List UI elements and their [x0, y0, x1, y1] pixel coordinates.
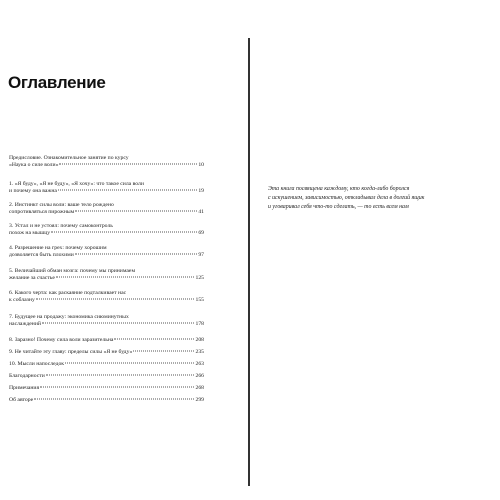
toc-entry-line [9, 397, 204, 404]
toc-entry-text: Об авторе [9, 397, 34, 403]
toc-entry-line [9, 373, 204, 380]
toc-entry [9, 385, 204, 392]
toc-entry-text: Благодарности [9, 373, 45, 379]
toc-page-number: 10 [198, 162, 204, 169]
toc-page-number: 235 [195, 349, 204, 355]
toc-entry-text: 2. Инстинкт силы воли: ваше тело рождено [9, 202, 114, 208]
toc-entry-text: дозволяется быть плохими [9, 252, 74, 259]
dedication-epigraph [268, 185, 490, 213]
toc-leader-dots [36, 299, 195, 300]
toc-entry-line [9, 181, 204, 188]
toc-entry-text: желание за счастье [9, 275, 55, 282]
toc-leader-dots [65, 363, 194, 364]
toc-entry [9, 268, 204, 282]
toc-entry-text: 9. Не читайте эту главу: пределы силы «Я не буду» [9, 349, 133, 355]
toc-page-number: 299 [195, 397, 204, 403]
toc-entry-line [9, 321, 204, 328]
epigraph-line: и уговаривал себя что-то сделать, — то есть всем нам [268, 204, 409, 211]
toc-leader-dots [59, 164, 197, 165]
toc-entry-text: «Наука о силе воли» [9, 162, 59, 169]
toc-entry [9, 373, 204, 380]
toc-entry [9, 223, 204, 237]
toc-entry-text: наслаждений [9, 321, 41, 328]
toc-entry-line [9, 297, 204, 304]
toc-entry-text: 4. Разрешение на грех: почему хорошим [9, 245, 107, 251]
toc-entry-line [9, 275, 204, 282]
toc-entry-text: 6. Какого черта: как раскаяние подталкивает нас [9, 290, 127, 296]
epigraph-line: Эта книга посвящена каждому, кто когда-либо боролся [268, 186, 410, 192]
toc-entry-text: 8. Заразно! Почему сила воли заразительна [9, 337, 114, 343]
toc-entry-text: сопротивляться пирожным [9, 209, 75, 216]
toc-leader-dots [46, 375, 195, 376]
toc-page-number: 263 [195, 361, 204, 367]
toc-entry-line [9, 252, 204, 259]
toc-entry-text: 1. «Я буду», «Я не буду», «Я хочу»: что такое сила воли [9, 181, 144, 187]
toc-entry-text: 3. Устал и не устоял: почему самоконтроль [9, 223, 113, 229]
toc-leader-dots [56, 277, 195, 278]
toc-leader-dots [42, 323, 195, 324]
toc-page-number: 155 [195, 297, 204, 304]
toc-page-number: 178 [195, 321, 204, 328]
toc-entry-line [9, 223, 204, 230]
toc-entry-text: Примечания [9, 385, 40, 391]
toc-entry-text: к соблазну [9, 297, 35, 304]
toc-entry [9, 245, 204, 259]
epigraph-line: с искушением, зависимостью, откладывал дела в долгий ящик [268, 195, 425, 202]
toc-entry-line [9, 230, 204, 237]
toc-title: Оглавление [8, 73, 106, 92]
toc-page-number: 69 [198, 230, 204, 237]
toc-entry [9, 155, 204, 169]
toc-entry [9, 181, 204, 195]
toc-entry [9, 337, 204, 344]
toc-leader-dots [51, 232, 197, 233]
toc-entry-line [9, 385, 204, 392]
toc-entry-line [9, 188, 204, 195]
toc-entry-line [9, 155, 204, 162]
toc-entry-text: Предисловие. Ознакомительное занятие по курсу [9, 155, 129, 161]
toc-entry-text: 5. Величайший обман мозга: почему мы принимаем [9, 268, 136, 274]
toc-entry-line [9, 162, 204, 169]
toc-entry-text: похож на мышцу [9, 230, 51, 237]
toc-leader-dots [58, 190, 197, 191]
toc-leader-dots [75, 254, 197, 255]
toc-entry-line [9, 349, 204, 356]
toc-page-number: 266 [195, 373, 204, 379]
toc-entry [9, 349, 204, 356]
toc-page-number: 97 [198, 252, 204, 259]
toc-entry-line [9, 290, 204, 297]
toc-entry-text: 10. Мысли напоследок [9, 361, 65, 367]
toc-entry-line [9, 268, 204, 275]
toc-leader-dots [34, 399, 194, 400]
toc-page-number: 19 [198, 188, 204, 195]
toc-leader-dots [40, 387, 194, 388]
toc-entry [9, 397, 204, 404]
toc-leader-dots [114, 339, 194, 340]
toc-entry [9, 314, 204, 328]
toc-page-number: 268 [195, 385, 204, 391]
toc-entry [9, 361, 204, 368]
toc-page-number: 41 [198, 209, 204, 216]
toc-entry [9, 202, 204, 216]
toc-entry [9, 290, 204, 304]
toc-entry-line [9, 209, 204, 216]
left-page [0, 0, 248, 500]
toc-entry-line [9, 337, 204, 344]
toc-entry-line [9, 361, 204, 368]
right-page [250, 0, 500, 500]
toc-leader-dots [75, 211, 197, 212]
toc-entry-text: и почему она важна [9, 188, 57, 195]
toc-entry-line [9, 202, 204, 209]
toc-page-number: 125 [195, 275, 204, 282]
toc-page-number: 208 [195, 337, 204, 343]
toc-leader-dots [133, 351, 194, 352]
toc-entry-text: 7. Будущее на продажу: экономика сиюминутных [9, 314, 129, 320]
